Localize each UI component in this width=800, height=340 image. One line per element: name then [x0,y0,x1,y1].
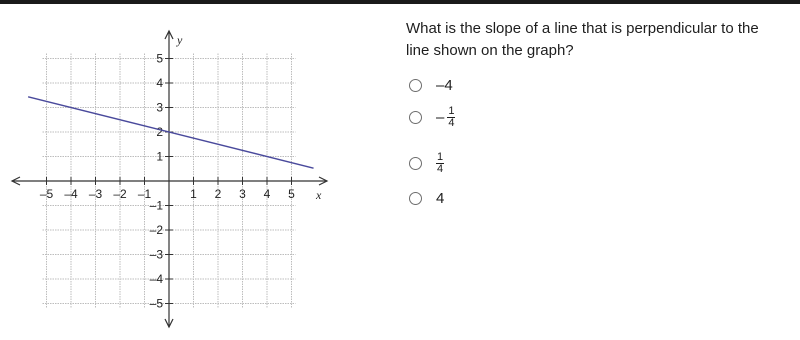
y-tick-label: –2 [149,223,163,237]
answer-option-b[interactable] [409,104,455,130]
radio-button[interactable] [409,157,422,170]
answer-value: 4 [444,76,453,94]
answer-option-a[interactable] [409,72,453,98]
x-tick-label: 1 [190,187,197,201]
y-tick-label: –4 [149,272,163,286]
answer-label [436,77,453,94]
question-text: What is the slope of a line that is perpendicular to the line shown on the graph? [406,20,759,59]
coordinate-graph [0,4,380,334]
y-tick-label: –5 [149,296,163,311]
answer-label [436,106,455,129]
radio-button[interactable] [409,111,422,124]
y-tick-label: 5 [156,51,163,66]
x-tick-label: 5 [288,187,295,201]
x-tick-label: –1 [137,187,152,201]
answer-sign: – [436,108,445,126]
y-tick-label: 3 [156,100,163,115]
answer-sign: – [436,76,445,94]
x-tick-label: 3 [239,187,246,201]
y-tick-label: 2 [156,125,163,139]
radio-button[interactable] [409,79,422,92]
x-tick-label: 4 [263,187,271,201]
answer-label [436,190,444,207]
x-tick-label: –2 [113,187,127,201]
answer-option-c[interactable] [409,150,444,176]
fraction [447,106,455,129]
x-tick-label: –3 [88,187,103,201]
y-tick-label: 1 [156,149,163,164]
fraction-numerator: 1 [437,150,444,163]
x-tick-label: –4 [64,187,78,201]
y-tick-label: –3 [149,247,163,262]
radio-button[interactable] [409,192,422,205]
fraction [436,152,444,175]
x-tick-label: 2 [214,187,222,201]
y-tick-label: 4 [156,76,163,90]
fraction-numerator: 1 [448,104,455,117]
answer-option-d[interactable] [409,185,444,211]
x-axis-label: x [316,188,322,202]
fraction-denominator: 4 [437,162,444,175]
answer-value: 4 [436,189,445,207]
x-tick-label: –5 [39,187,54,201]
y-axis-label: y [177,33,183,47]
answer-label [436,152,444,175]
y-tick-label: –1 [149,198,163,213]
fraction-denominator: 4 [448,116,455,129]
